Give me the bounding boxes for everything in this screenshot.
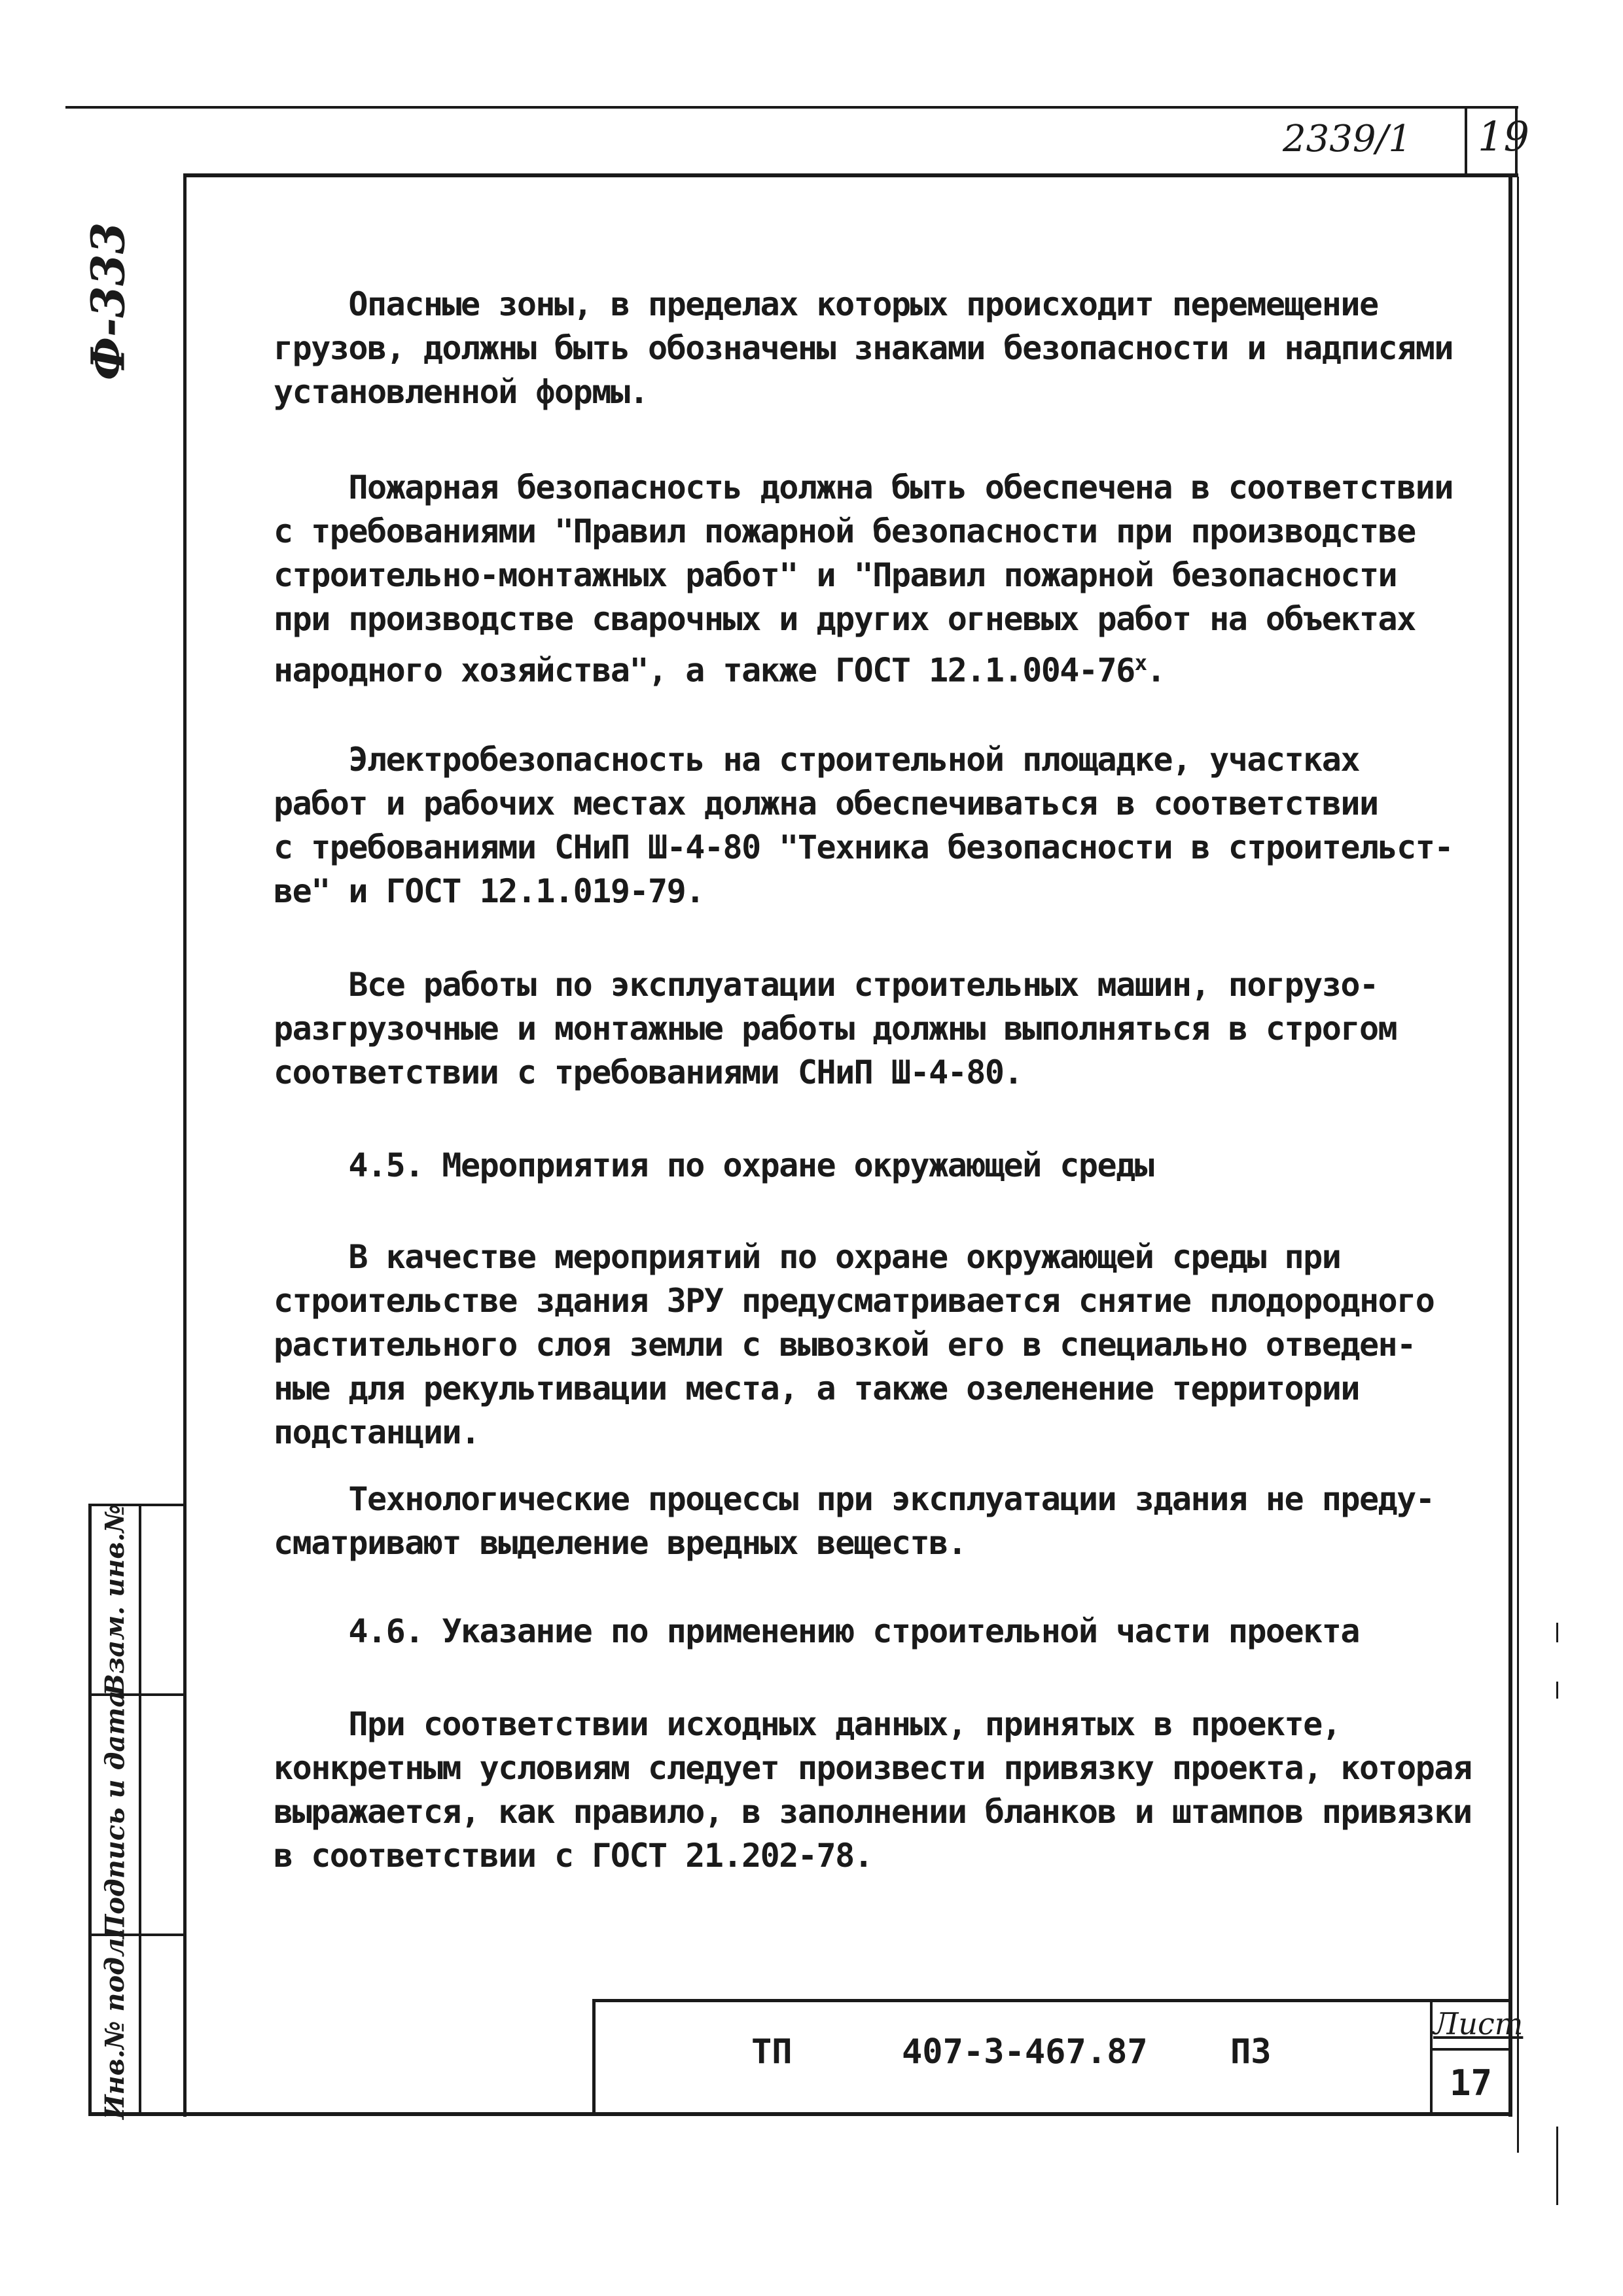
paragraph-binding: При соответствии исходных данных, принятых в проекте, конкретным условиям следует произвести привязку проекта, которая выражается, как правило, в заполнении бланков и штампов привязки в соответствии с ГОСТ 21.202-78. (274, 1705, 1472, 1875)
paragraph-machinery: Все работы по эксплуатации строительных машин, погрузо- разгрузочные и монтажные работы должны выполняться в строгом соответствии с требованиями СНиП Ш-4-80. (274, 966, 1397, 1091)
frame-top (183, 173, 1518, 177)
title-block-top (592, 1999, 1512, 2002)
page-number: 19 (1478, 113, 1529, 160)
title-block-sheet-rule (1430, 2048, 1512, 2051)
margin-mark-1 (1556, 1623, 1558, 1642)
frame-left (183, 173, 187, 2117)
title-block-divider (1430, 1999, 1433, 2115)
section-4-6-heading: 4.6. Указание по применению строительной части проекта (274, 1612, 1359, 1650)
frame-bottom (88, 2112, 1512, 2116)
paragraph-environment: В качестве мероприятий по охране окружающей среды при строительстве здания ЗРУ предусматривается снятие плодородного растительного слоя земли с вывозкой его в специально отведен- ные для рекультивации места, а также озеленение территории подстанции. (274, 1238, 1435, 1451)
sheet-label: Лист (1433, 2006, 1524, 2041)
archive-code: Ф-333 (80, 222, 135, 380)
section-4-5-heading: 4.5. Мероприятия по охране окружающей среды (274, 1146, 1154, 1184)
margin-mark-2 (1556, 1682, 1558, 1699)
side-stamp-original-inv: Инв.№ подл. (99, 1928, 131, 2120)
doc-code: 407-3-467.87 (902, 2032, 1148, 2072)
gost-superscript: х (1134, 650, 1147, 675)
frame-right (1508, 173, 1512, 2117)
frame-right-outer (1517, 177, 1519, 2153)
paragraph-electrical-safety: Электробезопасность на строительной площадке, участках работ и рабочих местах должна обеспечиваться в соответствии с требованиями СНиП Ш-4-80 "Техника безопасности в строительст- ве" и ГОСТ 12.1.019-79. (274, 741, 1453, 910)
header-top-rule (65, 106, 1518, 109)
side-stamp-replacement-inv: Взам. инв.№ (99, 1504, 131, 1696)
title-block-left (592, 1999, 596, 2115)
margin-mark-3 (1556, 2127, 1558, 2205)
header-page-box-left (1465, 106, 1467, 177)
sheet-number: 17 (1450, 2062, 1493, 2104)
code-prefix: ТП (751, 2032, 793, 2072)
doc-number: 2339/1 (1283, 118, 1412, 160)
paragraph-danger-zones: Опасные зоны, в пределах которых происходит перемещение грузов, должны быть обозначены знаками безопасности и надписями установленной формы. (274, 285, 1453, 411)
doc-type: ПЗ (1230, 2032, 1272, 2072)
paragraph-processes: Технологические процессы при эксплуатации здания не преду- сматривают выделение вредных веществ. (274, 1480, 1435, 1562)
side-stamp-signature-date: Подпись и дата (99, 1690, 131, 1939)
paragraph-fire-safety: Пожарная безопасность должна быть обеспечена в соответствии с требованиями "Правил пожарной безопасности при производстве строительно-монтажных работ" и "Правил пожарной безопасности при производстве сварочных и других огневых работ на объектах народного хозяйства", а также ГОСТ $12.1.004-76^х$. (274, 468, 1453, 690)
